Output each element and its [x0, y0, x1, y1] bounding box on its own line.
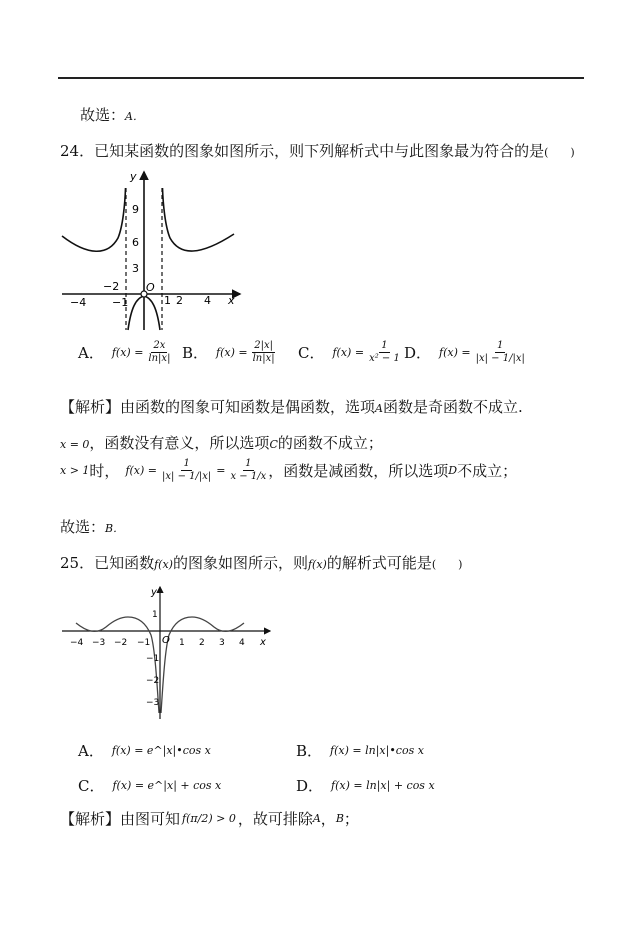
q24-x-tick: −2	[103, 280, 120, 293]
q24-option-d[interactable]: D． f(x) = $\frac{1}{|x| - 1/|x|}$	[404, 340, 525, 364]
q24-stem	[60, 140, 575, 161]
q25-option-a[interactable]: A． f(x) = e^|x|•cos x	[78, 742, 211, 760]
q25-stem: 25．已知函数f(x)的图象如图所示，则f(x)的解析式可能是( )	[60, 554, 463, 572]
answer-value: A．	[125, 110, 144, 123]
answer-prefix: 故选：	[80, 106, 126, 124]
q25-x-tick: −4	[70, 638, 84, 648]
q24-answer: 故选：B．	[60, 518, 125, 536]
q24-paren: ( )	[544, 146, 575, 159]
q24-analysis-line3: x > 1 时， f(x) = $\frac{1}{|x| - 1/|x|}$ = $\frac{1}{x - 1/x}$ ，函数是减函数，所以选项 D 不成立；	[60, 458, 518, 482]
q24-option-b[interactable]: B． f(x) = $\frac{2|x|}{\ln|x|}$	[182, 340, 275, 364]
q25-origin-label: O	[162, 635, 170, 646]
previous-answer	[80, 104, 144, 125]
q25-y-tick: −1	[146, 654, 160, 664]
q25-graph	[58, 583, 278, 723]
q25-x-tick: 1	[179, 638, 185, 648]
q25-option-d[interactable]: D． f(x) = ln|x| + cos x	[296, 777, 435, 795]
q24-x-tick: −4	[70, 296, 87, 309]
q25-y-label: y	[151, 587, 157, 598]
q24-origin-label: O	[146, 281, 155, 294]
q24-x-label: x	[228, 294, 235, 307]
q25-option-c[interactable]: C． f(x) = e^|x| + cos x	[78, 777, 222, 795]
q24-x-tick: 4	[204, 294, 211, 307]
q24-option-c[interactable]: C． f(x) = $\frac{1}{\text{x² − 1}}$	[298, 340, 400, 364]
q25-x-label: x	[260, 637, 266, 648]
q25-x-tick: 3	[219, 638, 225, 648]
q24-y-tick: 3	[132, 262, 139, 275]
q25-y-tick: −3	[146, 698, 160, 708]
top-rule	[58, 77, 584, 79]
q25-y-tick: 1	[152, 610, 158, 620]
q24-x-tick: 2	[176, 294, 183, 307]
q25-x-tick: −3	[92, 638, 106, 648]
q25-x-tick: 2	[199, 638, 205, 648]
q25-analysis: 【解析】 由图可知 f(π/2) > 0 ，故可排除 A ， B ；	[60, 810, 359, 828]
q25-x-tick: −2	[114, 638, 128, 648]
q24-number: 24．	[60, 142, 95, 160]
q24-graph	[58, 168, 248, 333]
q25-x-tick: −1	[137, 638, 151, 648]
q25-x-tick: 4	[239, 638, 245, 648]
q25-option-b[interactable]: B． f(x) = ln|x|•cos x	[296, 742, 424, 760]
q24-y-label: y	[130, 170, 137, 183]
q24-option-a[interactable]: A． f(x) = $\frac{2x}{\ln|x|}$	[78, 340, 171, 364]
q24-y-tick: 6	[132, 236, 139, 249]
q24-stem-text: 已知某函数的图象如图所示，则下列解析式中与此图象最为符合的是	[94, 142, 545, 160]
q24-analysis-line2: x = 0，函数没有意义，所以选项C的函数不成立；	[60, 434, 383, 452]
q25-y-tick: −2	[146, 676, 160, 686]
q24-analysis-line1: 【解析】由函数的图象可知函数是偶函数，选项A函数是奇函数不成立.	[60, 398, 523, 416]
q24-curve-right	[163, 188, 235, 251]
q25-fx-2: f(x)	[307, 558, 327, 571]
q24-curve-left	[62, 188, 126, 251]
q24-x-tick: 1	[164, 294, 171, 307]
q24-y-tick: 9	[132, 203, 139, 216]
q24-x-tick: −1	[112, 296, 129, 309]
